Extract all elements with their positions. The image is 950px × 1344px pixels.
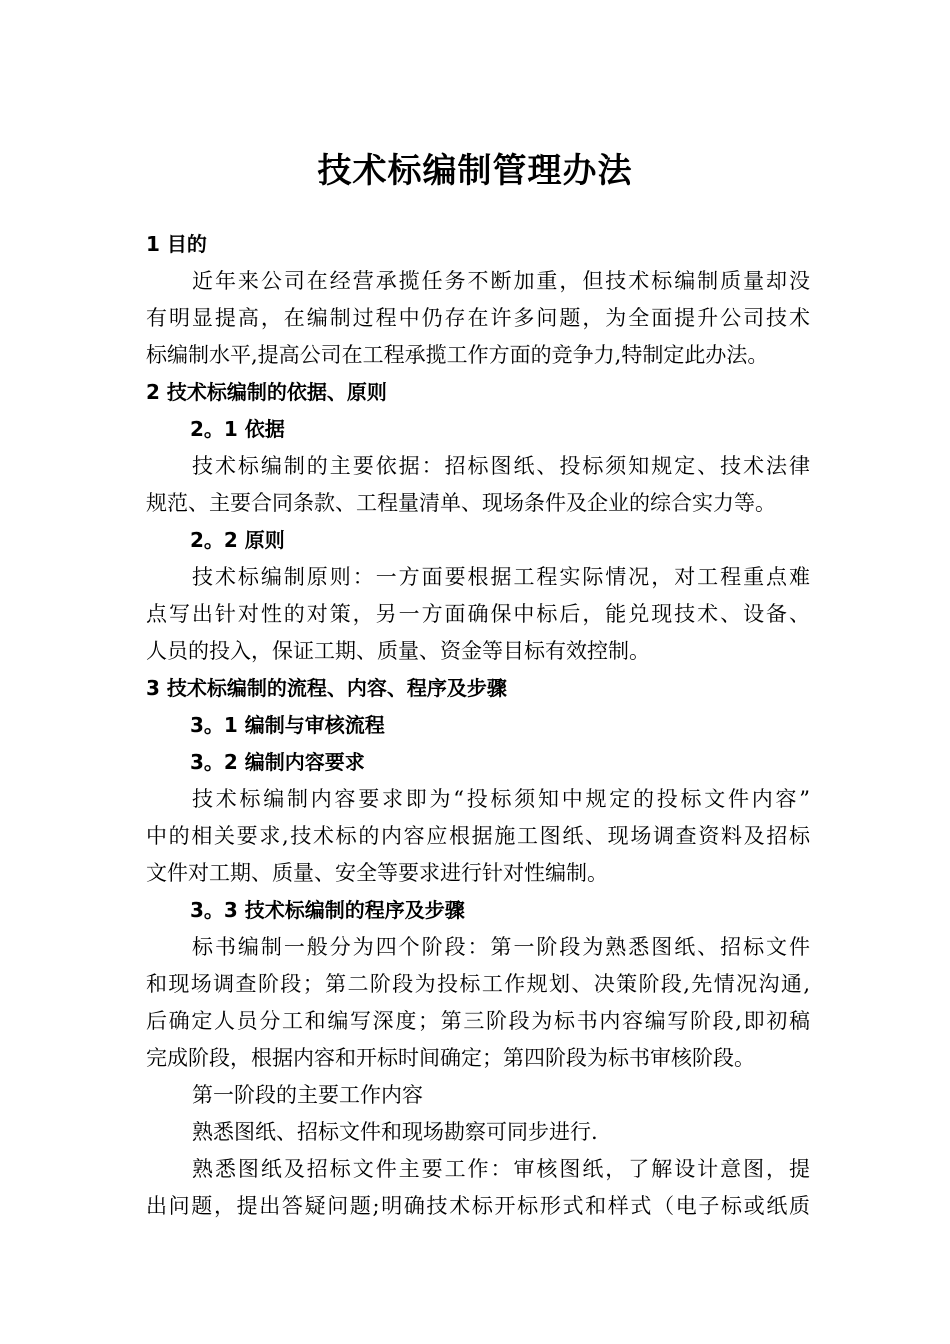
document-body xyxy=(146,226,810,1225)
paragraph-line: 第一阶段的主要工作内容 xyxy=(192,1083,423,1107)
paragraph-line: 技术标编制的主要依据：招标图纸、投标须知规定、技术法律 xyxy=(192,454,810,478)
section-heading-process: 3 技术标编制的流程、内容、程序及步骤 xyxy=(146,676,507,700)
section-heading-basis-principles: 2 技术标编制的依据、原则 xyxy=(146,380,387,404)
paragraph-line: 中的相关要求,技术标的内容应根据施工图纸、现场调查资料及招标 xyxy=(146,824,810,848)
paragraph-line: 人员的投入，保证工期、质量、资金等目标有效控制。 xyxy=(146,639,650,663)
section-heading-purpose: 1 目的 xyxy=(146,232,207,256)
subsection-heading-content-requirements: 3。2 编制内容要求 xyxy=(190,750,365,774)
subsection-heading-review-flow: 3。1 编制与审核流程 xyxy=(190,713,385,737)
paragraph-line: 熟悉图纸及招标文件主要工作：审核图纸，了解设计意图，提 xyxy=(192,1157,810,1181)
paragraph-line: 标编制水平,提高公司在工程承揽工作方面的竞争力,特制定此办法。 xyxy=(146,343,769,367)
subsection-heading-basis: 2。1 依据 xyxy=(190,417,285,441)
subsection-heading-principles: 2。2 原则 xyxy=(190,528,285,552)
paragraph-line: 出问题，提出答疑问题;明确技术标开标形式和样式（电子标或纸质 xyxy=(146,1194,810,1218)
paragraph-line: 近年来公司在经营承揽任务不断加重，但技术标编制质量却没 xyxy=(192,269,810,293)
paragraph-line: 后确定人员分工和编写深度；第三阶段为标书内容编写阶段,即初稿 xyxy=(146,1009,810,1033)
paragraph-line: 和现场调查阶段；第二阶段为投标工作规划、决策阶段,先情况沟通, xyxy=(146,972,810,996)
paragraph-line: 技术标编制内容要求即为“投标须知中规定的投标文件内容” xyxy=(192,787,810,811)
paragraph-line: 规范、主要合同条款、工程量清单、现场条件及企业的综合实力等。 xyxy=(146,491,776,515)
paragraph-line: 标书编制一般分为四个阶段：第一阶段为熟悉图纸、招标文件 xyxy=(192,935,810,959)
paragraph-line: 技术标编制原则：一方面要根据工程实际情况，对工程重点难 xyxy=(192,565,810,589)
paragraph-line: 有明显提高，在编制过程中仍存在许多问题，为全面提升公司技术 xyxy=(146,306,810,330)
paragraph-line: 熟悉图纸、招标文件和现场勘察可同步进行. xyxy=(192,1120,598,1144)
paragraph-line: 文件对工期、质量、安全等要求进行针对性编制。 xyxy=(146,861,608,885)
paragraph-line: 完成阶段，根据内容和开标时间确定；第四阶段为标书审核阶段。 xyxy=(146,1046,755,1070)
paragraph-line: 点写出针对性的对策，另一方面确保中标后，能兑现技术、设备、 xyxy=(146,602,810,626)
document-title: 技术标编制管理办法 xyxy=(317,151,633,191)
subsection-heading-procedure-steps: 3。3 技术标编制的程序及步骤 xyxy=(190,898,465,922)
